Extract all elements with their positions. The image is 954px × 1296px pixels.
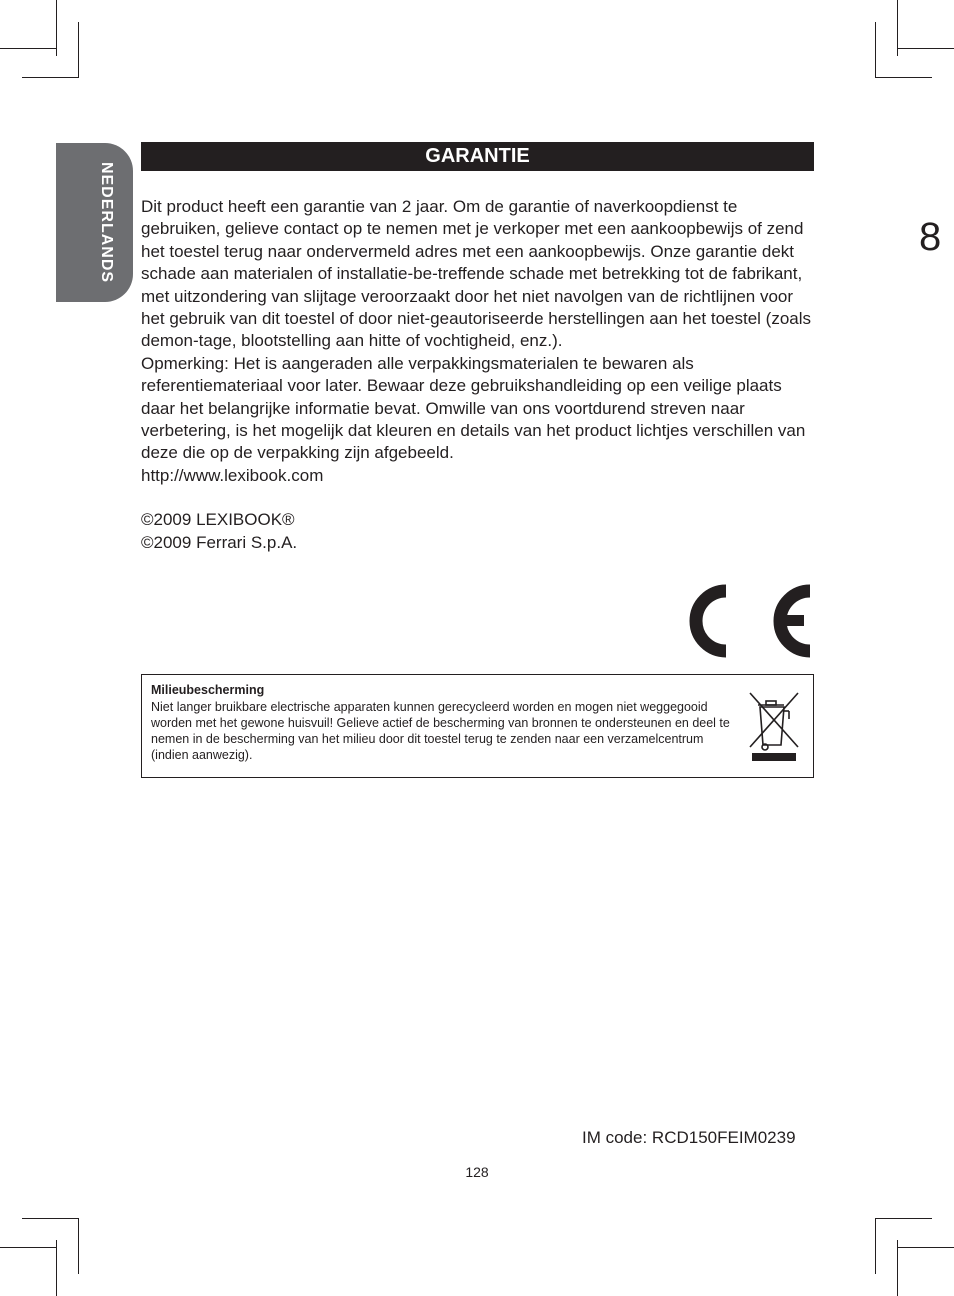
ce-mark-icon (686, 575, 816, 667)
note-paragraph: Opmerking: Het is aangeraden alle verpakkingsmaterialen te bewaren als referentiemateriaal voor later. Bewaar deze gebruikshandleiding op een veilige plaats daar het belangrijke informatie bevat. Omwille van ons voortdurend streven naar verbetering, is het mogelijk dat kleuren en details van het product lichtjes verschillen van deze die op de verpakking zijn afgebeeld. (141, 353, 806, 463)
crop-mark (0, 48, 56, 49)
language-tab-label: NEDERLANDS (98, 161, 115, 284)
copyright-ferrari: ©2009 Ferrari S.p.A. (141, 532, 298, 552)
warranty-text (141, 196, 813, 554)
copyright-lexibook: ©2009 LEXIBOOK® (141, 510, 295, 530)
crop-mark (22, 1218, 78, 1219)
environment-text: Niet langer bruikbare electrische apparaten kunnen gerecycleerd worden en mogen niet weggegooid worden met het gewone huisvuil! Gelieve actief de bescherming van bronnen te ondersteunen en deel te nemen in de bescherming van het milieu door dit toestel terug te zenden naar een verzamelcentrum (indien aanwezig). (151, 700, 730, 762)
crop-mark (875, 22, 876, 78)
weee-bin-icon (746, 689, 802, 763)
crop-mark (876, 1218, 932, 1219)
page-number: 128 (465, 1164, 489, 1180)
crop-mark (875, 1218, 876, 1274)
crop-mark (898, 1247, 954, 1248)
warranty-paragraph: Dit product heeft een garantie van 2 jaar. Om de garantie of naverkoopdienst te gebruiken, gelieve contact op te nemen met je verkoper met een aankoopbewijs of zend het toestel terug naar ondervermeld adres met een aankoopbewijs. Onze garantie dekt schade aan materialen of installatie-be-treffende schade met betrekking tot de fabrikant, met uitzondering van slijtage veroorzaakt door het niet navolgen van de richtlijnen voor het gebruik van dit toestel of door niet-geautoriseerde herstellingen aan het toestel (zoals demon-tage, blootstelling aan hitte of vochtigheid, enz.). (141, 197, 812, 351)
crop-mark (22, 77, 78, 78)
edge-page-fragment: 8 (919, 215, 942, 259)
crop-mark (56, 0, 57, 56)
crop-mark (898, 48, 954, 49)
im-code: IM code: RCD150FEIM0239 (582, 1128, 796, 1147)
crop-mark (78, 1218, 79, 1274)
crop-mark (78, 22, 79, 78)
language-tab (56, 143, 133, 302)
website-url: http://www.lexibook.com (141, 465, 324, 485)
crop-mark (876, 77, 932, 78)
crop-mark (897, 0, 898, 56)
crop-mark (0, 1247, 56, 1248)
crop-mark (56, 1240, 57, 1296)
section-title: GARANTIE (141, 142, 814, 171)
crop-mark (897, 1240, 898, 1296)
environment-box (141, 674, 814, 778)
environment-title: Milieubescherming (151, 683, 265, 697)
